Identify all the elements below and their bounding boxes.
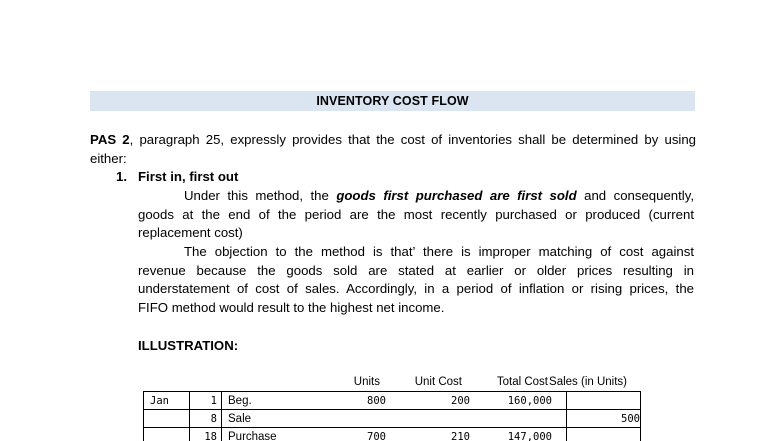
page-title: INVENTORY COST FLOW (90, 91, 695, 111)
cell-month: Jan (143, 392, 189, 409)
cell-sales (566, 392, 641, 409)
cell-sales (566, 428, 641, 441)
header-units: Units (353, 376, 380, 388)
list-item-title: First in, first out (138, 169, 239, 184)
intro-line-1-rest: , paragraph 25, expressly provides that the cost of inventories shall be determined by using (129, 132, 697, 147)
cell-units: 700 (367, 431, 386, 441)
list-item-heading (116, 168, 416, 187)
cell-day: 8 (189, 410, 221, 427)
table-row (143, 428, 641, 441)
cell-day: 18 (189, 428, 221, 441)
header-sales: Sales (in Units) (549, 376, 627, 388)
table-row (143, 410, 641, 428)
cell-description: Sale (221, 410, 316, 427)
inventory-table (143, 373, 641, 441)
cell-description: Purchase (221, 428, 316, 441)
cell-units: 800 (367, 395, 386, 407)
paragraph-2-line-1: The objection to the method is that’ there is improper matching of cost against (184, 244, 694, 259)
intro-bold-lead: PAS 2 (90, 132, 130, 147)
intro-line-1 (90, 131, 696, 150)
paragraph-fifo-method (138, 187, 694, 243)
paragraph-2-line-3: understatement of cost of sales. Accordingly, in a period of inflation or rising prices, the (138, 281, 694, 297)
paragraph-1-line-3: replacement cost) (138, 225, 243, 241)
cell-month (143, 410, 189, 427)
cell-unit-cost (394, 410, 478, 427)
emphasis-text: goods first purchased are first sold (336, 188, 577, 203)
cell-total-cost: 160,000 (507, 395, 552, 407)
header-unit-cost: Unit Cost (414, 376, 462, 388)
cell-units (316, 410, 394, 427)
cell-total-cost: 147,000 (507, 431, 552, 441)
paragraph-2-line-4: FIFO method would result to the highest net income. (138, 299, 445, 315)
paragraph-1-text-b: and consequently, (576, 188, 694, 203)
paragraph-objection (138, 243, 694, 317)
table-row (143, 392, 641, 410)
paragraph-1-text-a: Under this method, the (184, 188, 337, 203)
header-total-cost: Total Cost (496, 376, 548, 388)
list-item-number: 1. (116, 169, 127, 184)
paragraph-2-line-2: revenue because the goods sold are stated at earlier or older prices resulting in (138, 262, 694, 278)
cell-unit-cost: 200 (451, 395, 470, 407)
paragraph-1-line-1 (138, 187, 694, 206)
table-header-row (143, 373, 641, 392)
cell-sales: 500 (566, 410, 641, 427)
cell-unit-cost: 210 (451, 431, 470, 441)
cell-total-cost (478, 410, 566, 427)
cell-month (143, 428, 189, 441)
intro-paragraph (90, 131, 696, 168)
paragraph-1-line-2: goods at the end of the period are the most recently purchased or produced (current (138, 206, 694, 222)
intro-line-2: either: (90, 150, 127, 166)
illustration-label: ILLUSTRATION: (138, 338, 239, 353)
cell-day: 1 (189, 392, 221, 409)
cell-description: Beg. (221, 392, 316, 409)
